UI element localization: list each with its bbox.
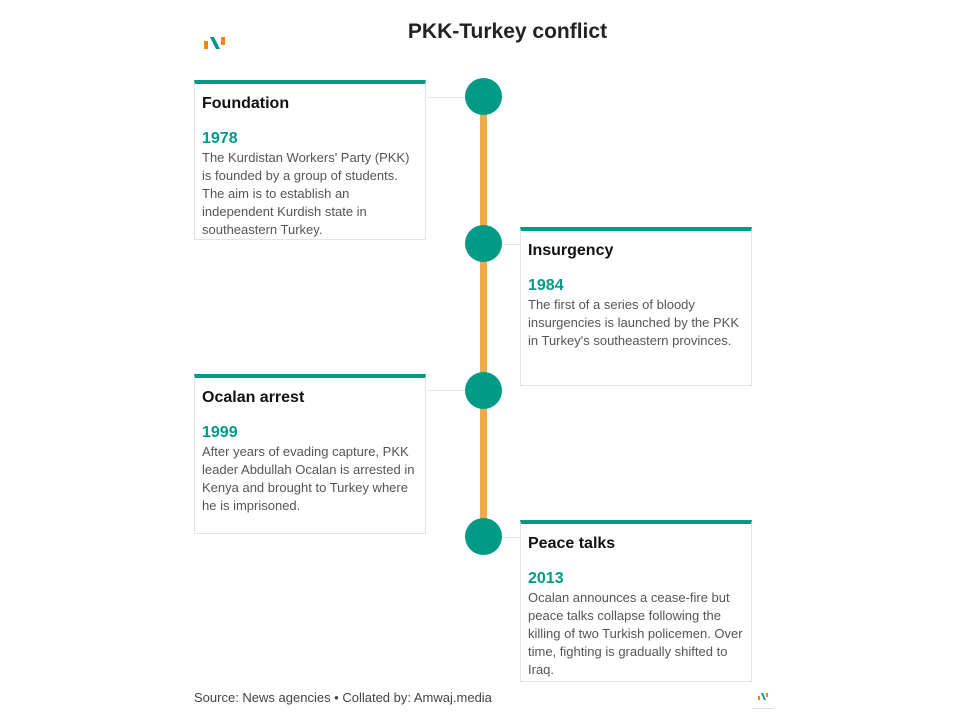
event-card-insurgency [520, 227, 752, 386]
connector-insurgency [500, 244, 521, 245]
source-credit: Source: News agencies • Collated by: Amwaj.media [194, 690, 492, 705]
event-card-foundation [194, 80, 426, 240]
event-description: The first of a series of bloody insurgencies is launched by the PKK in Turkey's southeastern provinces. [528, 297, 740, 348]
event-year: 1978 [202, 130, 238, 147]
event-description: The Kurdistan Workers' Party (PKK) is founded by a group of students. The aim is to establish an independent Kurdish state in southeastern Turkey. [202, 150, 410, 237]
timeline-dot-peace-talks [465, 518, 502, 555]
event-year: 1984 [528, 277, 564, 294]
page-title: PKK-Turkey conflict [407, 20, 608, 43]
event-year: 1999 [202, 424, 238, 441]
connector-ocalan-arrest [427, 390, 467, 391]
timeline-dot-foundation [465, 78, 502, 115]
connector-peace-talks [500, 537, 521, 538]
timeline-dot-insurgency [465, 225, 502, 262]
event-title: Insurgency [528, 242, 614, 259]
event-description: Ocalan announces a cease-fire but peace talks collapse following the killing of two Turkish policemen. Over time, fighting is gradually shifted to Iraq. [528, 590, 743, 677]
event-card-ocalan-arrest [194, 374, 426, 534]
event-title: Peace talks [528, 535, 616, 552]
event-title: Foundation [202, 95, 290, 112]
event-description: After years of evading capture, PKK leader Abdullah Ocalan is arrested in Kenya and brought to Turkey where he is imprisoned. [202, 444, 415, 513]
event-card-peace-talks [520, 520, 752, 682]
amwaj-small-logo-icon [752, 688, 774, 709]
timeline-line [480, 97, 487, 537]
connector-foundation [427, 97, 467, 98]
timeline-dot-ocalan-arrest [465, 372, 502, 409]
event-title: Ocalan arrest [202, 389, 305, 406]
event-year: 2013 [528, 570, 564, 587]
